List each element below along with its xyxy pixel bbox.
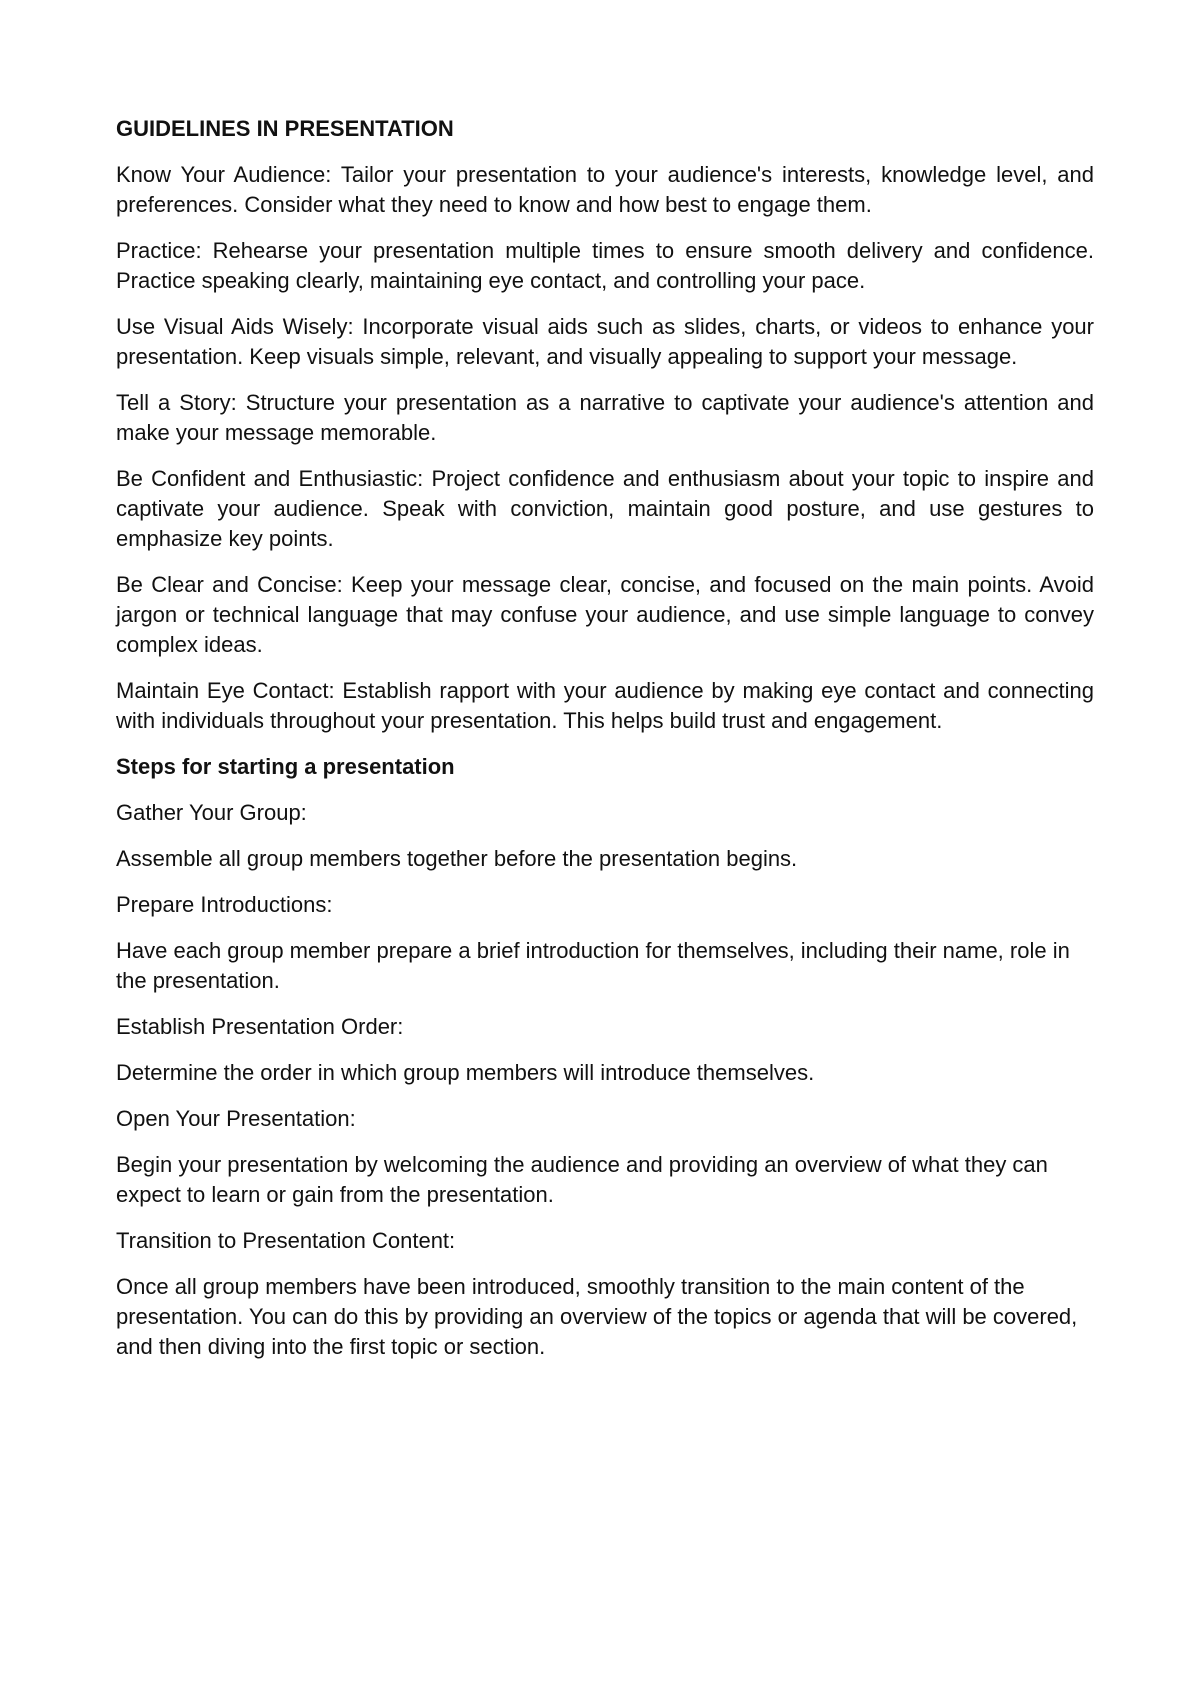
guideline-eye-contact: Maintain Eye Contact: Establish rapport with your audience by making eye contact and connecting with individuals throughout your presentation. This helps build trust and engagement. — [116, 678, 1094, 733]
step-text: Begin your presentation by welcoming the audience and providing an overview of what they can expect to learn or gain from the presentation. — [116, 1152, 1048, 1207]
steps-heading: Steps for starting a presentation — [116, 754, 455, 779]
step-title: Prepare Introductions: — [116, 892, 333, 917]
guideline-confident: Be Confident and Enthusiastic: Project confidence and enthusiasm about your topic to inspire and captivate your audience. Speak with conviction, maintain good posture, and use gestures to emphasize key points. — [116, 466, 1094, 551]
step-title: Gather Your Group: — [116, 800, 307, 825]
step-text: Assemble all group members together before the presentation begins. — [116, 846, 798, 871]
step-text: Once all group members have been introduced, smoothly transition to the main content of the presentation. You can do this by providing an overview of the topics or agenda that will be covered, and then diving into the first topic or section. — [116, 1274, 1078, 1359]
document-body — [116, 114, 1094, 1378]
guideline-clear-concise: Be Clear and Concise: Keep your message clear, concise, and focused on the main points. Avoid jargon or technical language that may confuse your audience, and use simple language to convey complex ideas. — [116, 572, 1094, 657]
guideline-visual-aids: Use Visual Aids Wisely: Incorporate visual aids such as slides, charts, or videos to enhance your presentation. Keep visuals simple, relevant, and visually appealing to support your message. — [116, 314, 1094, 369]
step-title: Open Your Presentation: — [116, 1106, 356, 1131]
step-text: Have each group member prepare a brief introduction for themselves, including their name, role in the presentation. — [116, 938, 1070, 993]
step-title: Establish Presentation Order: — [116, 1014, 404, 1039]
step-text: Determine the order in which group members will introduce themselves. — [116, 1060, 815, 1085]
document-title: GUIDELINES IN PRESENTATION — [116, 116, 454, 141]
guideline-tell-story: Tell a Story: Structure your presentation as a narrative to captivate your audience's attention and make your message memorable. — [116, 390, 1094, 445]
step-title: Transition to Presentation Content: — [116, 1228, 456, 1253]
guideline-practice: Practice: Rehearse your presentation multiple times to ensure smooth delivery and confidence. Practice speaking clearly, maintaining eye contact, and controlling your pace. — [116, 238, 1094, 293]
guideline-know-audience: Know Your Audience: Tailor your presentation to your audience's interests, knowledge level, and preferences. Consider what they need to know and how best to engage them. — [116, 162, 1094, 217]
